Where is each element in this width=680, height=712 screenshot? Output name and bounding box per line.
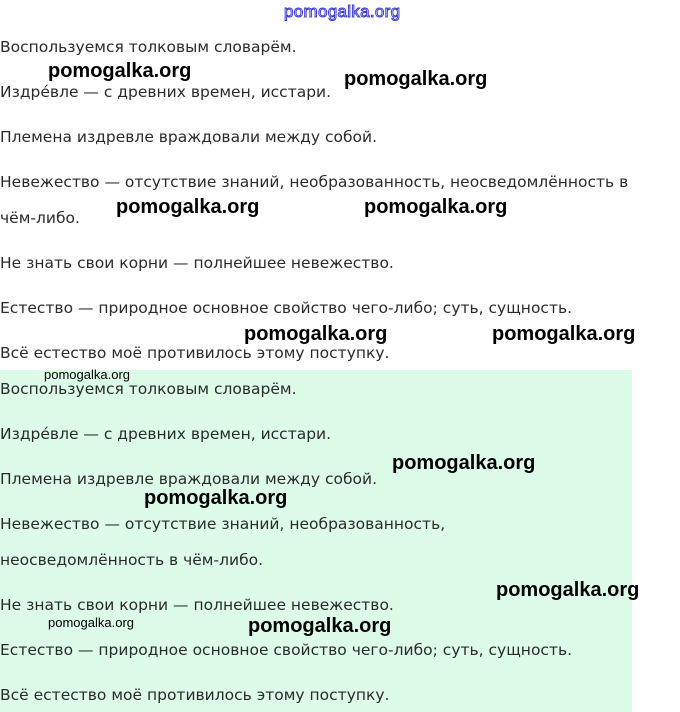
watermark: pomogalka.org	[344, 68, 488, 90]
text-line: неосведомлённость в чём-либо.	[0, 551, 264, 569]
text-line: Естество — природное основное свойство чего-либо; суть, сущность.	[0, 299, 573, 317]
text-line: Издре́вле — с древних времен, исстари.	[0, 425, 332, 443]
watermark: pomogalka.org	[48, 60, 192, 82]
watermark: pomogalka.org	[116, 196, 260, 218]
watermark: pomogalka.org	[44, 367, 130, 382]
text-line: Не знать свои корни — полнейшее невежество.	[0, 254, 394, 272]
site-logo-text: pomogalka.org	[284, 2, 401, 21]
text-line: Всё естество моё противилось этому поступку.	[0, 344, 390, 362]
watermark: pomogalka.org	[364, 196, 508, 218]
highlighted-panel	[0, 370, 632, 712]
watermark: pomogalka.org	[496, 579, 640, 601]
watermark: pomogalka.org	[144, 487, 288, 509]
watermark: pomogalka.org	[492, 323, 636, 345]
text-line: Воспользуемся толковым словарём.	[0, 38, 297, 56]
text-line: Воспользуемся толковым словарём.	[0, 380, 297, 398]
watermark: pomogalka.org	[248, 615, 392, 637]
text-line: Невежество — отсутствие знаний, необразованность,	[0, 515, 446, 533]
watermark: pomogalka.org	[392, 452, 536, 474]
text-line: чём-либо.	[0, 209, 80, 227]
text-line: Естество — природное основное свойство чего-либо; суть, сущность.	[0, 641, 573, 659]
text-line: Невежество — отсутствие знаний, необразованность, неосведомлённость в	[0, 173, 629, 191]
text-line: Всё естество моё противилось этому поступку.	[0, 686, 390, 704]
text-line: Племена издревле враждовали между собой.	[0, 128, 378, 146]
text-line: Издре́вле — с древних времен, исстари.	[0, 83, 332, 101]
text-line: Племена издревле враждовали между собой.	[0, 470, 378, 488]
watermark: pomogalka.org	[48, 615, 134, 630]
watermark: pomogalka.org	[244, 323, 388, 345]
text-line: Не знать свои корни — полнейшее невежество.	[0, 596, 394, 614]
